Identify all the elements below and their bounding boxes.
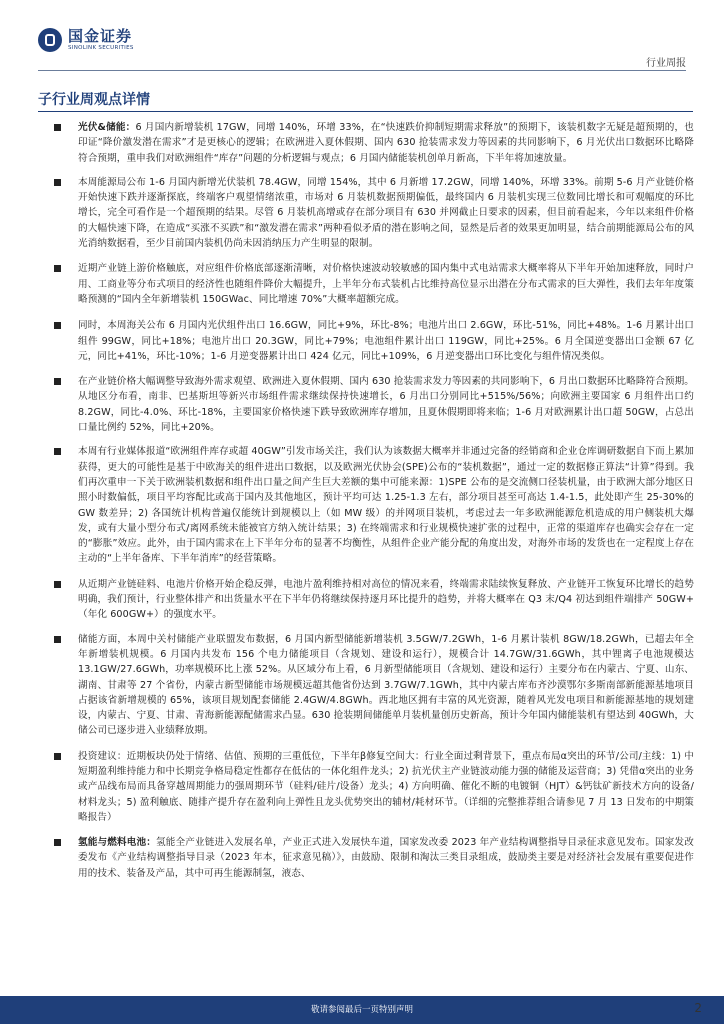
paragraph-lead: 光伏&储能： xyxy=(78,122,136,133)
paragraph-text: 氢能全产业链进入发展名单，产业正式进入发展快车道，国家发改委 2023 年产业结构调整指导目录征求意见发布。国家发改委发布《产业结构调整指导目录（2023 年本，征求意见稿）》，由鼓励、限制和淘汰三类目录组成，鼓励类主要是对经济社会发展有重要促进作用的技术、装备及产品，其中可再生能源制氢，液态、 xyxy=(78,837,694,879)
brand-name-cn: 国金证券 xyxy=(68,26,133,45)
document-type: 行业周报 xyxy=(646,58,686,69)
bullet-icon xyxy=(54,448,61,455)
paragraph-investment-advice xyxy=(54,749,694,825)
bullet-icon xyxy=(54,124,61,131)
brand-logo xyxy=(38,28,134,52)
section-title: 子行业周观点详情 xyxy=(38,92,150,108)
paragraph-text: 本周有行业媒体报道“欧洲组件库存或超 40GW”引发市场关注，我们认为该数据大概率并非通过完备的经销商和企业仓库调研数据自下而上累加获得，更大的可能性是基于中欧海关的组件进出口数据，以及欧洲光伏协会(SPE)公布的“装机数据”，通过一定的数据修正算法“计算”得到。我们再次重申一下关于欧洲装机数据和组件出口量之间产生巨大差额的集中可能来源：1)SPE 公布的是交流侧口径装机量，由于欧洲大部分地区日照小时数偏低，项目平均容配比或高于国内及其他地区，预计平均可达 1.25-1.3 左右，部分项目甚至可高达 1.4-1.5，此处即产生 25-30%的 GW 数差异；2) 各国统计机构普遍仅能统计到规模以上（如 MW 级）的并网项目装机，考虑过去一年多欧洲能源危机造成的用户侧装机大爆发，或有大量小型分布式/离网系统未能被官方纳入统计结果；3) 在终端需求和行业规模快速扩张的过程中，正常的渠道库存也确实会存在一定的“膨胀”效应。此外，由于国内需求在上下半年分布的显著不均衡性，从组件企业产能分配的角度出发，对海外市场的发货也在一定程度上存在主动的“上半年备库、下半年消库”的经营策略。 xyxy=(78,446,694,565)
paragraph-text: 从近期产业链硅料、电池片价格开始企稳反弹，电池片盈利维持相对高位的情况来看，终端需求陆续恢复释放、产业链开工恢复环比增长的趋势明确，我们预计，行业整体排产和出货量水平在下半年仍将继续保持逐月环比提升的趋势，并将大概率在 Q3 末/Q4 初达到组件端排产 50GW+（年化 600GW+）的强度水平。 xyxy=(78,578,694,621)
bullet-icon xyxy=(54,581,61,588)
paragraph-export-regions xyxy=(54,374,694,435)
page-number: 2 xyxy=(694,1001,702,1015)
paragraph-export-data xyxy=(54,318,694,364)
bullet-icon xyxy=(54,322,61,329)
paragraph-domestic-installs xyxy=(54,175,694,251)
paragraph-text: 同时，本周海关公布 6 月国内光伏组件出口 16.6GW，同比+9%，环比-8%；电池片出口 2.6GW，环比-51%，同比+48%。1-6 月累计出口组件 99GW，同比+18%；电池片出口 20.3GW，同比+79%；电池组件累计出口 119GW，同比+25%。6 月全国逆变器出口金额 67 亿元，同比+41%，环比-10%；1-6 月逆变器累计出口 424 亿元，同比+109%，6 月逆变器出口环比变化与组件情况类似。 xyxy=(78,320,695,362)
page-header xyxy=(0,0,724,72)
paragraph-text: 6 月国内新增装机 17GW，同增 140%，环增 33%，在“快速跌价抑制短期需求释放”的预期下，该装机数字无疑是超预期的，也印证“降价激发潜在需求”才是更核心的逻辑；在欧洲进入夏休假期、国内 630 抢装需求发力等因素的共同影响下，6 月光伏出口数据环比略降符合预期，重申我们对欧洲组件“库存”问题的分析逻辑与观点；6 月国内储能装机创单月新高，下半年将加速放量。 xyxy=(78,122,694,164)
paragraph-lead: 氢能与燃料电池： xyxy=(78,837,156,849)
bullet-icon xyxy=(54,265,61,272)
bullet-icon xyxy=(54,839,61,846)
paragraph-text: 本周能源局公布 1-6 月国内新增光伏装机 78.4GW，同增 154%，其中 6 月新增 17.2GW，同增 140%，环增 33%。前期 5-6 月产业链价格开始快速下跌并逐渐探底，终端客户观望情绪浓重，市场对 6 月装机数据预期偏低，最终国内 6 月装机实现三位数同比增长和可观幅度的环比增长，完全可看作是一个超预期的结果。尽管 6 月装机高增或存在部分项目有 630 并网截止日要求的因素，但目前看起来，今年以来组件价格的大幅快速下降，在造成“买涨不买跌”和“激发潜在需求”两种看似矛盾的潜在影响之间，显然是后者的效果更加明显，结合前期能源局公布的风光消纳数据看，至少目前国内装机仍尚未因消纳压力产生明显的限制。 xyxy=(78,176,694,250)
page-footer xyxy=(0,996,724,1024)
paragraph-price-bottom xyxy=(54,261,694,307)
paragraph-solar-storage-summary xyxy=(54,120,694,166)
bullet-icon xyxy=(54,179,61,186)
brand-name-en: SINOLINK SECURITIES xyxy=(68,44,134,51)
bullet-icon xyxy=(54,753,61,760)
paragraph-text: 投资建议：近期板块仍处于情绪、估值、预期的三重低位，下半年β修复空间大：行业全面过剩背景下，重点布局α突出的环节/公司/主线：1) 中短期盈利维持能力和中长期竞争格局稳定性都存在低估的一体化组件龙头；2) 抗光伏主产业链波动能力强的储能及运营商；3) 凭借α突出的业务或产品线布局而具备穿越周期能力的强周期环节（硅料/硅片/设备）龙头；4) 方向明确、催化不断的电镀铜（HJT）&钙钛矿新技术方向的设备/材料龙头；5) 盈利触底、随排产提升存在盈利向上弹性且龙头优势突出的辅材/耗材环节。（详细的完整推荐组合请参见 7 月 13 日发布的中期策略报告） xyxy=(78,750,694,823)
paragraph-text: 储能方面，本周中关村储能产业联盟发布数据，6 月国内新型储能新增装机 3.5GW/7.2GWh，1-6 月累计装机 8GW/18.2GWh，已超去年全年新增装机规模。6 月国内共发布 156 个电力储能项目（含规划、建设和运行），规模合计 14.7GW/31.6GWh，其中锂离子电池规模达 13.1GW/27.6GWh，功率规模环比上涨 52%。从区域分布上看，6 月新型储能项目（含规划、建设和运行）主要分布在内蒙古、宁夏、山东、湖南、甘肃等 27 个省份，内蒙古新型储能市场规模远超其他省份达到 3.7GW/7.1GWh，其中内蒙古库布齐沙漠鄂尔多斯南部新能源基地项目占据该省新增规模的 65%，该项目规划配套储能 2.4GW/4.8GWh。西北地区拥有丰富的风光资源，随着风光发电项目和新能源基地的规划建设，内蒙古、宁夏、甘肃、青海新能源配储需求凸显。630 抢装期间储能单月装机量创历史新高，预计今年国内储能装机有望达到 40GWh，大储公司已逐步进入业绩释放期。 xyxy=(78,633,694,737)
paragraph-text: 近期产业链上游价格触底，对应组件价格底部逐渐清晰，对价格快速波动较敏感的国内集中式电站需求大概率将从下半年开始加速释放，同时户用、工商业等分布式项目的经济性也随组件降价大幅提升，上半年分布式装机占比维持高位显示出潜在分布式需求的巨大弹性，我们去年年度策略预测的“国内全年新增装机 150GWac、同比增速 70%”大概率超额完成。 xyxy=(78,263,694,305)
report-body xyxy=(54,120,694,881)
bullet-icon xyxy=(54,636,61,643)
bullet-icon xyxy=(54,378,61,385)
paragraph-text: 在产业链价格大幅调整导致海外需求观望、欧洲进入夏休假期、国内 630 抢装需求发力等因素的共同影响下，6 月出口数据环比略降符合预期。从地区分布看，南非、巴基斯坦等新兴市场组件需求继续保持快速增长，6 月出口分别同比+515%/56%；向欧洲主要国家 6 月组件出口约 8.2GW，同比-4.0%、环比-18%，主要国家价格快速下跌导致欧洲库存增加，且夏休假期即将来临；1-6 月对欧洲累计出口超 50GW，占总出口量比例约 52%，同比+20%。 xyxy=(78,376,694,434)
header-divider xyxy=(38,70,686,71)
paragraph-hydrogen xyxy=(54,835,694,881)
footer-disclaimer: 敬请参阅最后一页特别声明 xyxy=(310,1005,413,1015)
paragraph-production-outlook xyxy=(54,577,694,623)
paragraph-energy-storage xyxy=(54,632,694,739)
section-title-divider xyxy=(38,111,693,112)
sinolink-logo-icon xyxy=(38,28,62,52)
paragraph-europe-inventory xyxy=(54,444,694,566)
